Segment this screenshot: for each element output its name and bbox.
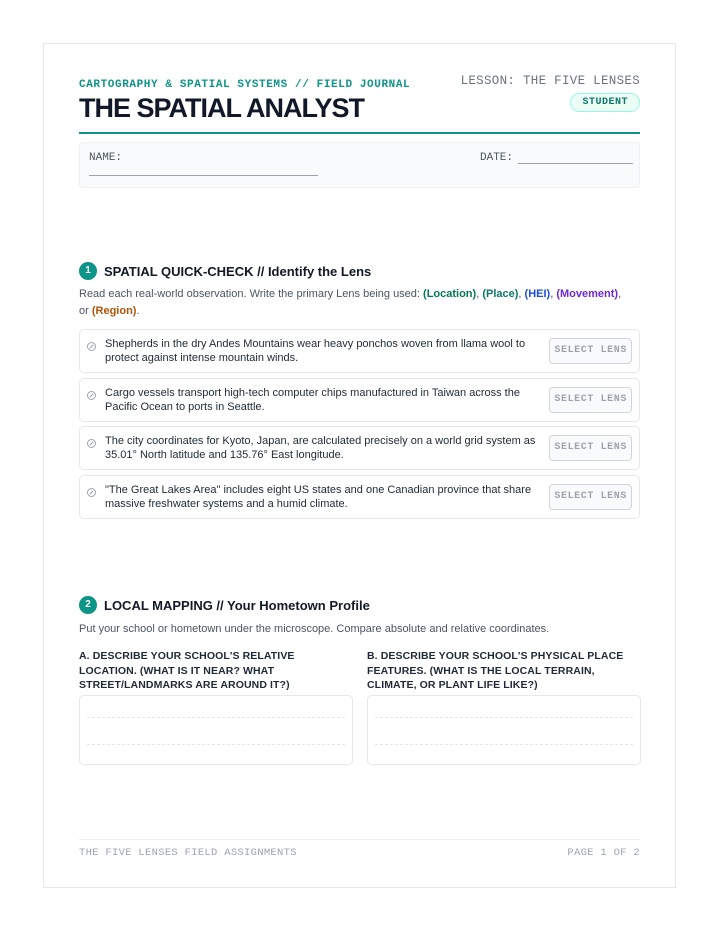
question-text bbox=[105, 483, 531, 511]
writing-line bbox=[375, 744, 633, 745]
select-lens-button[interactable]: SELECT LENS bbox=[549, 338, 632, 364]
lens-location: (Location) bbox=[423, 288, 477, 300]
period: . bbox=[136, 305, 140, 317]
footer-title: THE FIVE LENSES FIELD ASSIGNMENTS bbox=[79, 847, 297, 859]
separator: , bbox=[476, 288, 483, 300]
target-icon bbox=[87, 342, 96, 351]
header-kicker: CARTOGRAPHY & SPATIAL SYSTEMS // FIELD JOURNAL bbox=[79, 79, 411, 91]
question-text bbox=[105, 337, 525, 365]
question-card-4 bbox=[79, 475, 640, 519]
or-text: or bbox=[79, 305, 92, 317]
lesson-label: LESSON: THE FIVE LENSES bbox=[460, 74, 640, 88]
select-lens-button[interactable]: SELECT LENS bbox=[549, 387, 632, 413]
date-field[interactable] bbox=[518, 163, 633, 164]
separator: , bbox=[550, 288, 557, 300]
writing-line bbox=[87, 717, 345, 718]
name-field[interactable] bbox=[89, 175, 318, 176]
section-1-title: SPATIAL QUICK-CHECK // Identify the Lens bbox=[104, 264, 372, 279]
lens-hei: (HEI) bbox=[524, 288, 551, 300]
heading-line: B. DESCRIBE YOUR SCHOOL'S PHYSICAL PLACE bbox=[367, 650, 624, 662]
section-1-desc-text: Read each real-world observation. Write the primary Lens being used: bbox=[79, 288, 424, 300]
section-2-title: LOCAL MAPPING // Your Hometown Profile bbox=[104, 598, 370, 613]
answer-box-a[interactable] bbox=[79, 695, 353, 765]
lens-place: (Place) bbox=[482, 288, 519, 300]
column-a-heading bbox=[79, 649, 295, 693]
question-line: "The Great Lakes Area" includes eight US states and one Canadian province that share bbox=[105, 484, 532, 496]
column-b-heading bbox=[367, 649, 623, 693]
question-card-2 bbox=[79, 378, 640, 422]
heading-line: CLIMATE, OR PLANT LIFE LIKE?) bbox=[367, 679, 538, 691]
select-lens-button[interactable]: SELECT LENS bbox=[549, 484, 632, 510]
question-line: The city coordinates for Kyoto, Japan, are calculated precisely on a world grid system as bbox=[105, 435, 536, 447]
page-title: THE SPATIAL ANALYST bbox=[79, 93, 365, 123]
question-line: 35.01° North latitude and 135.76° East longitude. bbox=[105, 449, 344, 461]
target-icon bbox=[87, 439, 96, 448]
heading-line: STREET/LANDMARKS ARE AROUND IT?) bbox=[79, 679, 290, 691]
section-1-number: 1 bbox=[79, 262, 97, 280]
writing-line bbox=[87, 744, 345, 745]
worksheet-page bbox=[43, 43, 676, 888]
select-lens-button[interactable]: SELECT LENS bbox=[549, 435, 632, 461]
lens-region: (Region) bbox=[91, 305, 137, 317]
header-rule bbox=[79, 132, 640, 134]
question-text bbox=[105, 434, 535, 462]
separator: , bbox=[518, 288, 525, 300]
heading-line: LOCATION. (WHAT IS IT NEAR? WHAT bbox=[79, 664, 275, 677]
question-line: Pacific Ocean to ports in Seattle. bbox=[105, 401, 265, 413]
section-2-description: Put your school or hometown under the microscope. Compare absolute and relative coordinates. bbox=[79, 623, 550, 635]
lens-movement: (Movement) bbox=[556, 288, 619, 300]
date-label: DATE: bbox=[480, 152, 514, 164]
question-card-1 bbox=[79, 329, 640, 373]
question-line: Shepherds in the dry Andes Mountains wear heavy ponchos woven from llama wool to bbox=[105, 338, 526, 350]
student-badge: STUDENT bbox=[570, 93, 640, 112]
page-number: PAGE 1 OF 2 bbox=[567, 847, 640, 859]
target-icon bbox=[87, 488, 96, 497]
question-line: massive freshwater systems and a humid climate. bbox=[105, 498, 348, 510]
section-2-number: 2 bbox=[79, 596, 97, 614]
question-line: protect against intense mountain winds. bbox=[105, 352, 299, 364]
student-info-box bbox=[79, 142, 640, 188]
name-label: NAME: bbox=[89, 152, 123, 164]
heading-line: FEATURES. (WHAT IS THE LOCAL TERRAIN, bbox=[367, 664, 595, 677]
question-card-3 bbox=[79, 426, 640, 470]
section-1-description bbox=[79, 286, 640, 320]
separator: , bbox=[618, 288, 622, 300]
heading-line: A. DESCRIBE YOUR SCHOOL'S RELATIVE bbox=[79, 650, 295, 662]
question-text bbox=[105, 386, 520, 414]
target-icon bbox=[87, 391, 96, 400]
question-line: Cargo vessels transport high-tech computer chips manufactured in Taiwan across the bbox=[105, 387, 520, 399]
answer-box-b[interactable] bbox=[367, 695, 641, 765]
writing-line bbox=[375, 717, 633, 718]
footer-rule bbox=[79, 839, 640, 840]
